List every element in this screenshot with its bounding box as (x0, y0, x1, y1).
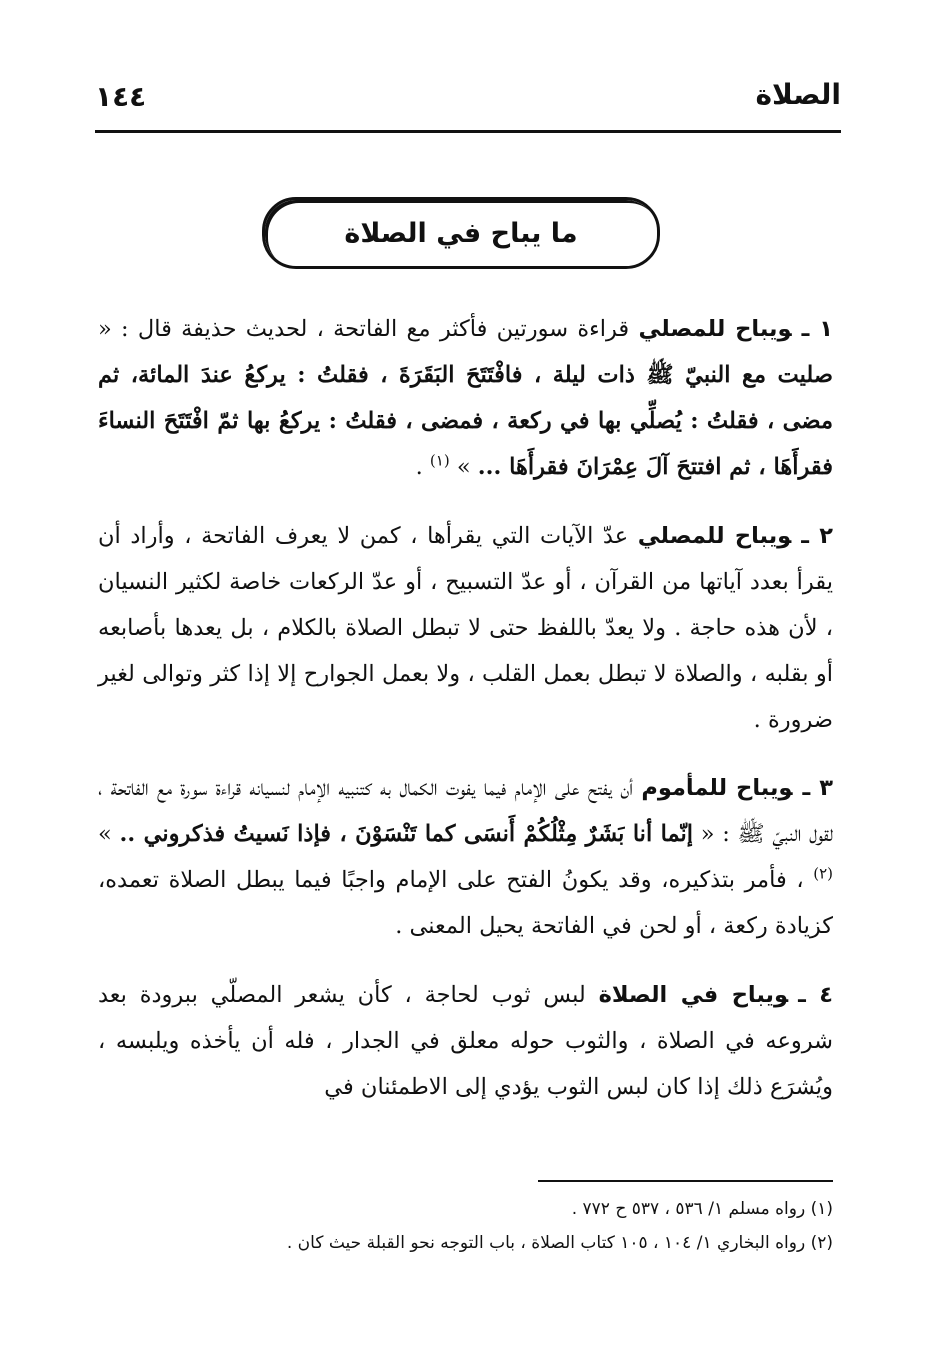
item-text: قراءة سورتين فأكثر مع الفاتحة ، لحديث حذيفة قال : (111, 316, 639, 342)
footnote-separator (538, 1180, 833, 1182)
paragraph-4 (98, 972, 833, 1110)
footnote-ref[interactable]: (١) (429, 451, 450, 470)
item-tail: . (415, 454, 430, 480)
paragraph-2 (98, 513, 833, 743)
hadith-quote: إنّما أنا بَشَرٌ مِثْلُكُمْ أَنسَى كما تَنْسَوْنَ ، فإذا نَسيتُ فذكروني .. (119, 821, 693, 847)
item-number: ٢ ـ (801, 522, 834, 549)
footnote-ref[interactable]: (٢) (813, 864, 833, 883)
item-number: ١ ـ (801, 316, 833, 342)
footnote-1: (١) رواه مسلم ١/ ٥٣٦ ، ٥٣٧ ح ٧٧٢ . (571, 1199, 833, 1219)
item-text: أن يفتح على الإمام فيما يفوت الكمال به كتنبيه الإمام لنسيانه قراءة سورة مع الفاتحة ، لقول النبيّ ﷺ : « (98, 775, 833, 847)
paragraph-3 (98, 765, 833, 949)
quote-close: » (98, 821, 120, 847)
footnotes (98, 1192, 833, 1260)
item-text: عدّ الآيات التي يقرأها ، كمن لا يعرف الفاتحة ، وأراد أن يقرأ بعدد آياتها من القرآن ، أو عدّ التسبيح ، أو عدّ الركعات خاصة لكثير النسيان ، لأن هذه حاجة . ولا يعدّ باللفظ حتى لا تبطل الصلاة بالكلام ، بل يعدها بأصابعه أو بقلبه ، والصلاة لا تبطل بعمل القلب ، ولا بعمل الجوارح إلا إذا كثر وتوالى لغير ضرورة . (98, 522, 833, 733)
body-text (98, 306, 833, 1120)
hadith-quote: صليت مع النبيّ ﷺ ذات ليلة ، فافْتَتَحَ البَقَرَةَ ، فقلتُ : يركعُ عندَ المائة، ثم مضى ، فقلتُ : يُصلِّي بها في ركعة ، فمضى ، فقلتُ : يركعُ بها ثمّ افْتَتَحَ النساءَ فقرأَهَا ، ثم افتتحَ آلَ عِمْرَانَ فقرأَهَا ... (98, 362, 833, 480)
item-lead: ويباح للمأموم (641, 775, 793, 801)
item-text: لبس ثوب لحاجة ، كأن يشعر المصلّي ببرودة بعد شروعه في الصلاة ، والثوب حوله معلق في الجدار ، فله أن يأخذه ويلبسه ، ويُشرَع ذلك إذا كان لبس الثوب يؤدي إلى الاطمئنان في (98, 981, 833, 1100)
item-lead: ويباح للمصلي (637, 522, 792, 549)
quote-close: » (449, 454, 478, 480)
page-header (95, 78, 841, 133)
footnote-2: (٢) رواه البخاري ١/ ١٠٤ ، ١٠٥ كتاب الصلاة ، باب التوجه نحو القبلة حيث كان . (286, 1233, 833, 1253)
item-lead: ويباح للمصلي (638, 316, 792, 342)
running-title: الصلاة (755, 78, 841, 111)
item-lead: ويباح في الصلاة (598, 981, 789, 1008)
section-title-frame (262, 197, 660, 269)
paragraph-1: ١ ـويباح للمصلي قراءة سورتين فأكثر مع الفاتحة ، لحديث حذيفة قال : « صليت مع النبيّ ﷺ ذات ليلة ، فافْتَتَحَ البَقَرَةَ ، فقلتُ : يركعُ عندَ المائة، ثم مضى ، فقلتُ : يُصلِّي بها في ركعة ، فمضى ، فقلتُ : يركعُ بها ثمّ افْتَتَحَ النساءَ فقرأَهَا ، ثم افتتحَ آلَ عِمْرَانَ فقرأَهَا ... » $^{(١)}$ . (98, 316, 833, 480)
item-number: ٣ ـ (802, 775, 833, 801)
section-title: ما يباح في الصلاة (344, 217, 578, 249)
item-tail: ، فأمر بتذكيره، وقد يكونُ الفتح على الإمام واجبًا فيما يبطل الصلاة تعمده، كزيادة ركعة ، أو لحن في الفاتحة يحيل المعنى . (98, 867, 833, 939)
page-number: ١٤٤ (95, 80, 147, 113)
item-number: ٤ ـ (798, 981, 834, 1008)
